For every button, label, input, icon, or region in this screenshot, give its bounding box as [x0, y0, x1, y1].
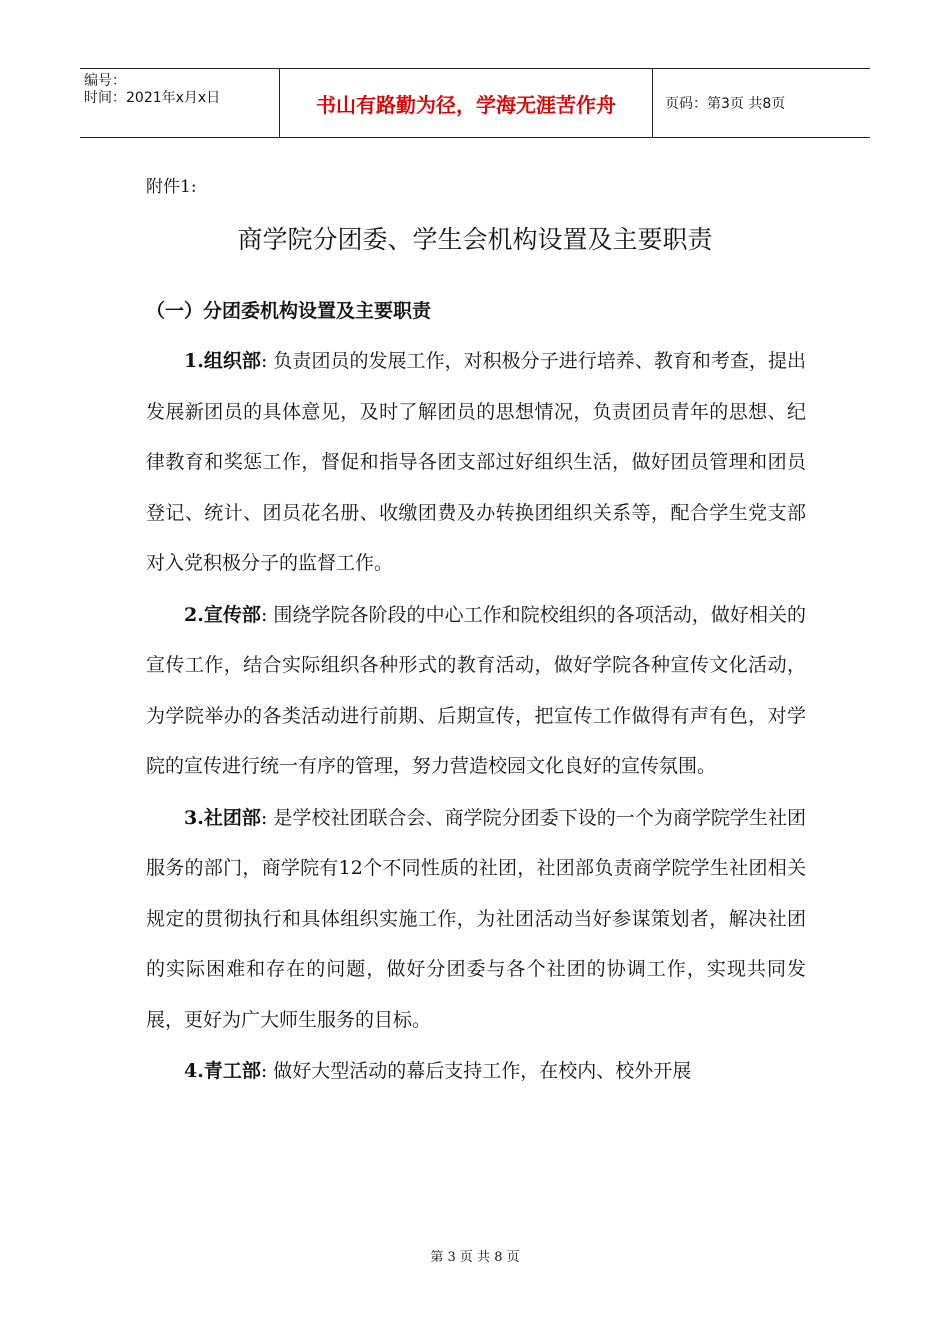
- document-title: 商学院分团委、学生会机构设置及主要职责: [237, 225, 713, 254]
- header-page-info: 页码：第3页 共8页: [665, 96, 786, 112]
- body-content: [146, 336, 806, 1097]
- paragraph-text: : 负责团员的发展工作，对积极分子进行培养、教育和考查，提出发展新团员的具体意见，及时了解团员的思想情况，负责团员青年的思想、纪律教育和奖惩工作，督促和指导各团支部过好组织生活，做好团员管理和团员登记、统计、团员花名册、收缴团费及办转换团组织关系等，配合学生党支部对入党积极分子的监督工作。: [146, 350, 806, 574]
- paragraph-text: : 是学校社团联合会、商学院分团委下设的一个为商学院学生社团服务的部门，商学院有12个不同性质的社团，社团部负责商学院学生社团相关规定的贯彻执行和具体组织实施工作，为社团活动当好参谋策划者，解决社团的实际困难和存在的问题，做好分团委与各个社团的协调工作，实现共同发展，更好为广大师生服务的目标。: [146, 806, 806, 1031]
- page-footer: 第 3 页 共 8 页: [430, 1250, 520, 1265]
- paragraph-label: 1.组织部: [184, 350, 261, 372]
- header-motto: 书山有路勤为径，学海无涯苦作舟: [280, 69, 653, 137]
- paragraph-clubs: [146, 793, 806, 1046]
- paragraph-label: 4.青工部: [184, 1060, 261, 1082]
- section-heading: （一）分团委机构设置及主要职责: [146, 300, 432, 322]
- paragraph-text: : 围绕学院各阶段的中心工作和院校组织的各项活动，做好相关的宣传工作，结合实际组织各种形式的教育活动，做好学院各种宣传文化活动，为学院举办的各类活动进行前期、后期宣传，把宣传工作做得有声有色，对学院的宣传进行统一有序的管理，努力营造校园文化良好的宣传氛围。: [146, 603, 806, 777]
- paragraph-text: : 做好大型活动的幕后支持工作，在校内、校外开展: [260, 1060, 692, 1082]
- paragraph-label: 2.宣传部: [184, 603, 261, 626]
- page-header: [80, 68, 870, 138]
- document-date: 时间：2021年x月x日: [84, 90, 221, 106]
- document-number-label: 编号：: [84, 73, 126, 89]
- attachment-label: 附件1:: [146, 177, 197, 197]
- paragraph-organization: [146, 336, 806, 589]
- paragraph-youth-work: [146, 1046, 806, 1097]
- header-meta: [80, 69, 280, 137]
- paragraph-label: 3.社团部: [184, 806, 261, 829]
- paragraph-publicity: [146, 590, 806, 792]
